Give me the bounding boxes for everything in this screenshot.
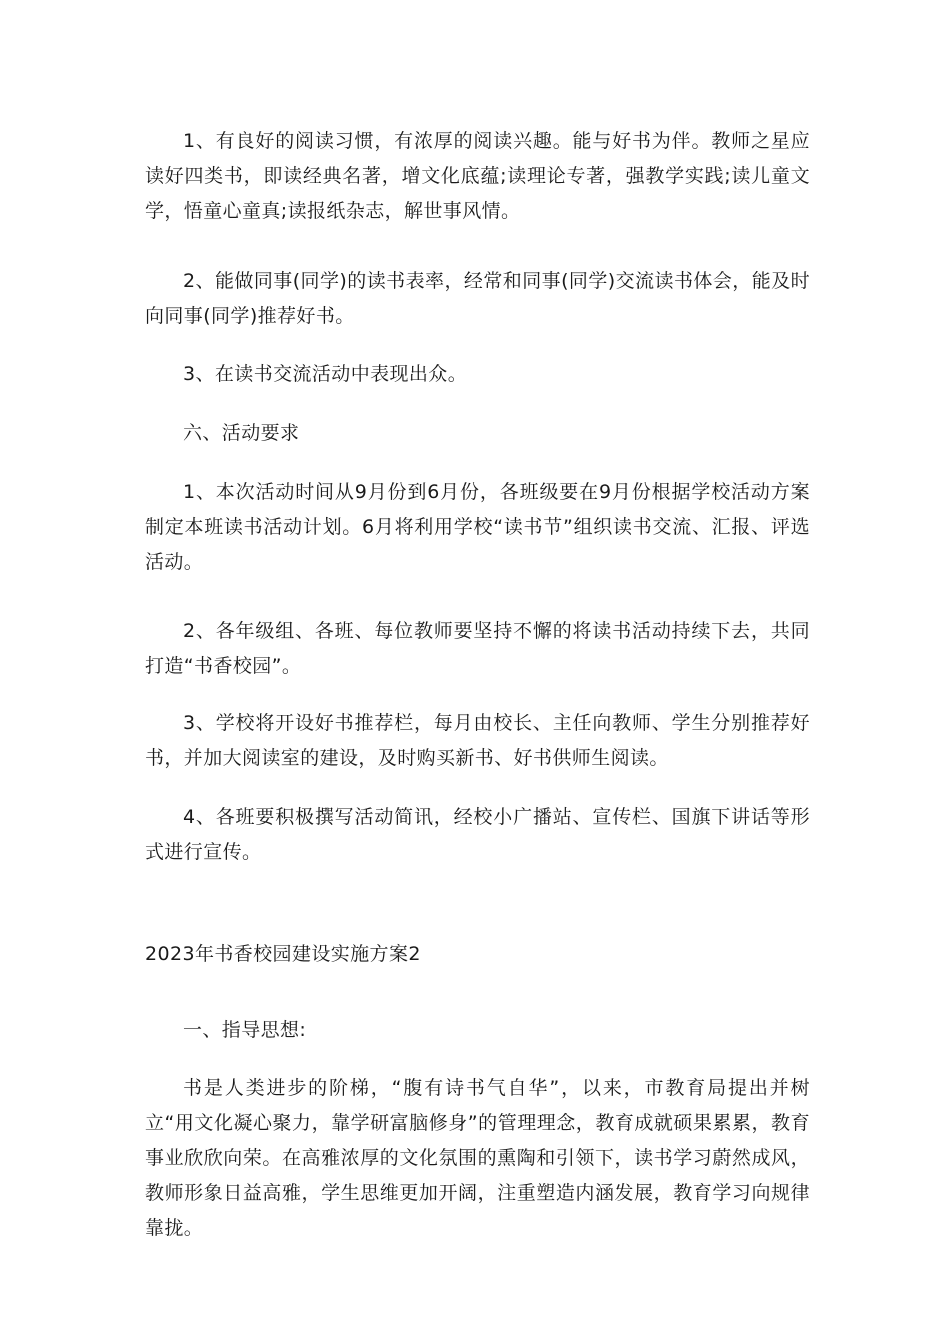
paragraph-requirement-2: 2、能做同事(同学)的读书表率，经常和同事(同学)交流读书体会，能及时向同事(同学)推荐好书。 (145, 270, 810, 327)
paragraph-activity-1: 1、本次活动时间从9月份到6月份，各班级要在9月份根据学校活动方案制定本班读书活动计划。6月将利用学校“读书节”组织读书交流、汇报、评选活动。 (145, 481, 810, 573)
section-heading-activity-requirements: 六、活动要求 (183, 422, 300, 444)
paragraph-activity-4: 4、各班要积极撰写活动简讯，经校小广播站、宣传栏、国旗下讲话等形式进行宣传。 (145, 806, 810, 863)
paragraph-requirement-3: 3、在读书交流活动中表现出众。 (183, 363, 468, 385)
paragraph-activity-2: 2、各年级组、各班、每位教师要坚持不懈的将读书活动持续下去，共同打造“书香校园”。 (145, 620, 810, 677)
paragraph-requirement-1: 1、有良好的阅读习惯，有浓厚的阅读兴趣。能与好书为伴。教师之星应读好四类书，即读经典名著，增文化底蕴;读理论专著，强教学实践;读儿童文学，悟童心童真;读报纸杂志，解世事风情。 (145, 130, 810, 222)
paragraph-activity-3: 3、学校将开设好书推荐栏，每月由校长、主任向教师、学生分别推荐好书，并加大阅读室的建设，及时购买新书、好书供师生阅读。 (145, 712, 810, 769)
document-title-2: 2023年书香校园建设实施方案2 (145, 943, 421, 965)
section-heading-guiding-ideology: 一、指导思想: (183, 1019, 307, 1041)
paragraph-guiding-ideology: 书是人类进步的阶梯，“腹有诗书气自华”，以来，市教育局提出并树立“用文化凝心聚力，靠学研富脑修身”的管理理念，教育成就硕果累累，教育事业欣欣向荣。在高雅浓厚的文化氛围的熏陶和引领下，读书学习蔚然成风，教师形象日益高雅，学生思维更加开阔，注重塑造内涵发展，教育学习向规律靠拢。 (145, 1077, 810, 1239)
